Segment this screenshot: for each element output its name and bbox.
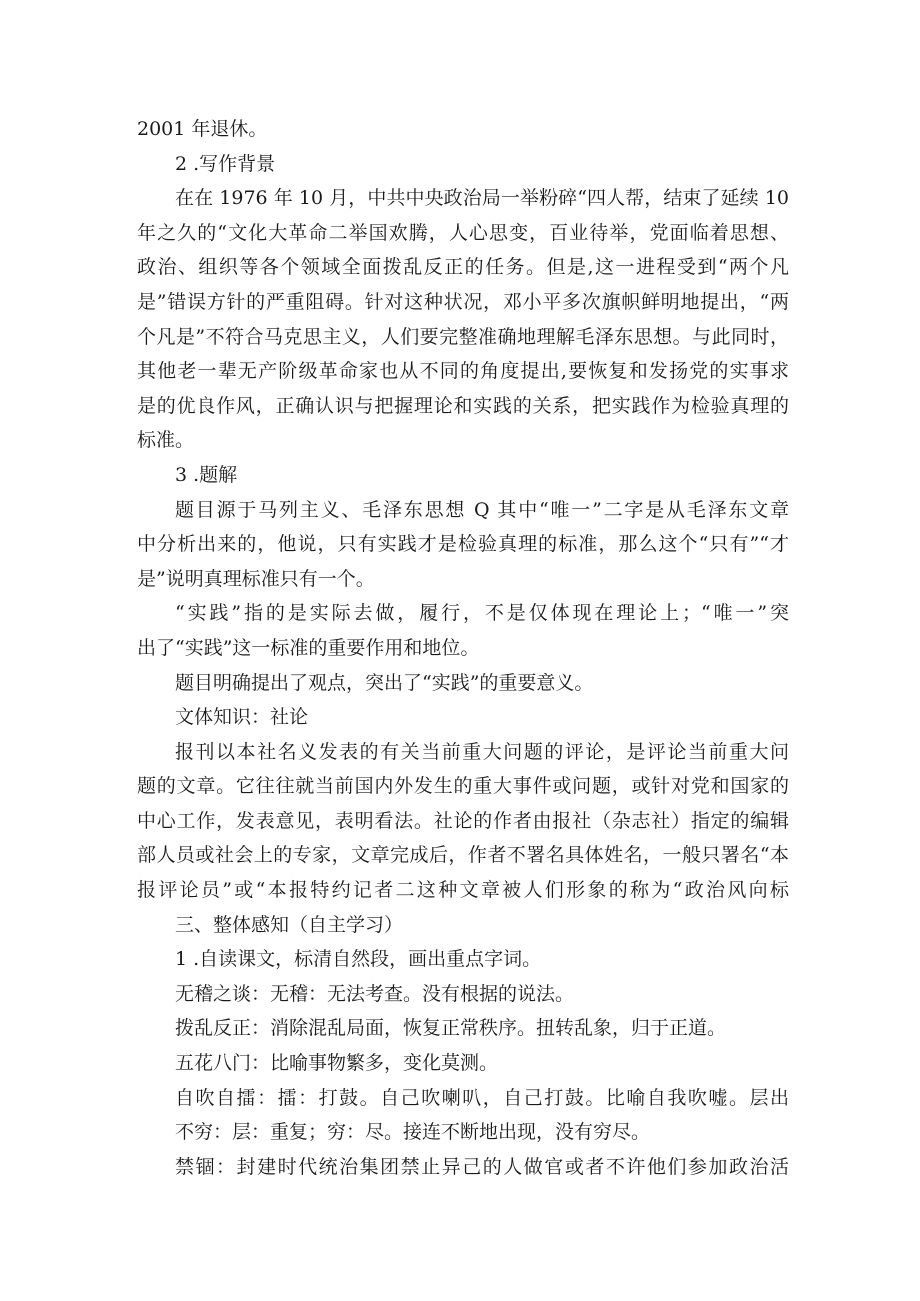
text-line: 文体知识：社论 [175,706,309,729]
text-line: 在在 1976 年 10 月，中共中央政治局一举粉碎“四人帮，结束了延续 10 [175,187,789,210]
text-line: 个凡是”不符合马克思主义，人们要完整准确地理解毛泽东思想。与此同时， [137,325,789,348]
text-line: 题目源于马列主义、毛泽东思想 Q 其中“唯一”二字是从毛泽东文章 [175,498,789,521]
text-line: 中心工作，发表意见，表明看法。社论的作者由报社（杂志社）指定的编辑 [137,809,789,832]
text-line: 禁锢：封建时代统治集团禁止异己的人做官或者不许他们参加政治活 [175,1155,789,1178]
text-line: 3 .题解 [175,463,238,486]
text-line: 出了“实践”这一标准的重要作用和地位。 [137,636,480,659]
text-line: 无稽之谈：无稽：无法考查。没有根据的说法。 [175,982,575,1005]
text-line: 三、整体感知（自主学习） [175,913,404,936]
text-line: 标准。 [137,429,195,452]
text-line: 其他老一辈无产阶级革命家也从不同的角度提出,要恢复和发扬党的实事求 [137,360,789,383]
text-line: 五花八门：比喻事物繁多，变化莫测。 [175,1052,499,1075]
text-line: 报刊以本社名义发表的有关当前重大问题的评论，是评论当前重大问 [175,740,789,763]
text-line: 报评论员”或“本报特约记者二这种文章被人们形象的称为“政治风向标 [137,879,789,902]
text-line: 是”错误方针的严重阻碍。针对这种状况，邓小平多次旗帜鲜明地提出，“两 [137,290,789,313]
text-line: “实践”指的是实际去做，履行，不是仅体现在理论上；“唯一”突 [175,602,789,625]
text-line: 题目明确提出了观点，突出了“实践”的重要意义。 [175,671,594,694]
text-line: 中分析出来的，他说，只有实践才是检验真理的标准，那么这个“只有”“才 [137,533,789,556]
text-line: 政治、组织等各个领域全面拨乱反正的任务。但是,这一进程受到“两个凡 [137,256,789,279]
text-line: 不穷：层：重复；穷：尽。接连不断地出现，没有穷尽。 [175,1121,651,1144]
text-line: 部人员或社会上的专家，文章完成后，作者不署名具体姓名，一般只署名“本 [137,844,789,867]
text-line: 是的优良作风，正确认识与把握理论和实践的关系，把实践作为检验真理的 [137,394,789,417]
text-line: 2001 年退休。 [137,118,268,140]
text-line: 是”说明真理标准只有一个。 [137,567,375,590]
text-line: 自吹自擂：擂：打鼓。自己吹喇叭，自己打鼓。比喻自我吹嘘。层出 [175,1086,789,1109]
text-line: 2 .写作背景 [175,152,276,175]
text-line: 拨乱反正：消除混乱局面，恢复正常秩序。扭转乱象，归于正道。 [175,1017,727,1040]
document-body [137,112,789,1184]
text-line: 1 .自读课文，标清自然段，画出重点字词。 [175,948,542,971]
text-line: 年之久的“文化大革命二举国欢腾，人心思变，百业待举，党面临着思想、 [137,221,789,244]
text-line: 题的文章。它往往就当前国内外发生的重大事件或问题，或针对党和国家的 [137,775,789,798]
